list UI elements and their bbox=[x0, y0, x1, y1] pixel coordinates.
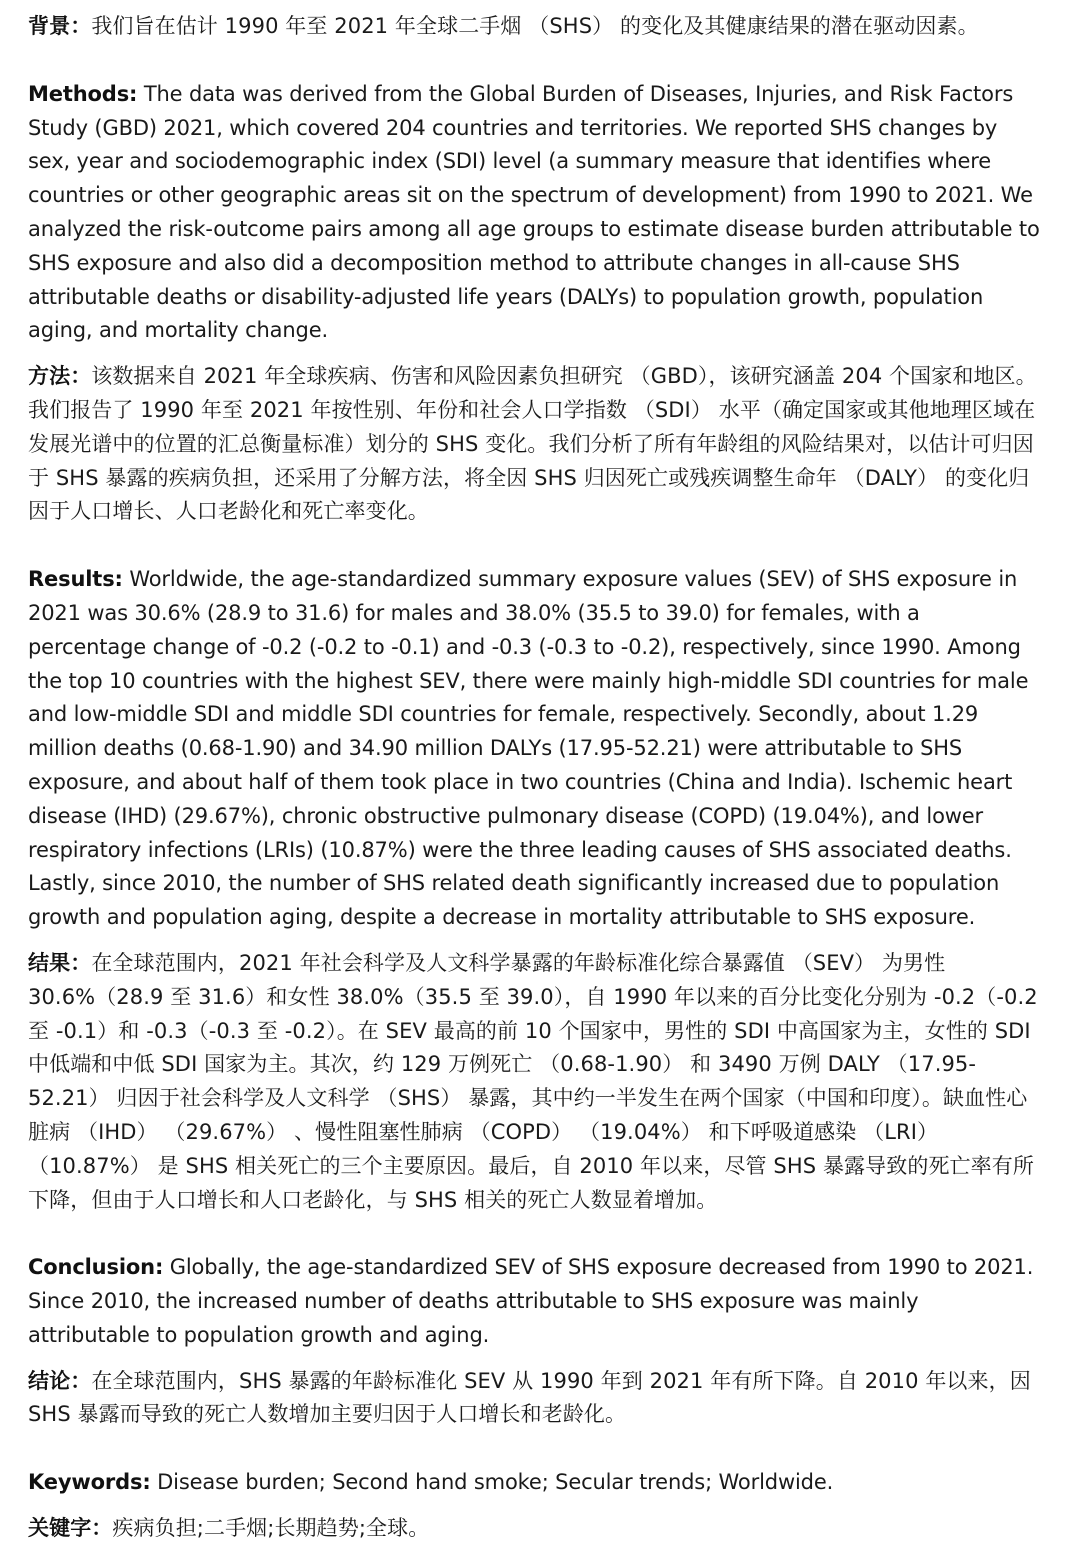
background-paragraph bbox=[28, 10, 1044, 44]
section-gap bbox=[28, 1432, 1044, 1466]
methods-en-label: Methods: bbox=[28, 81, 138, 106]
section-gap bbox=[28, 44, 1044, 78]
keywords-zh-text: 疾病负担;二手烟;长期趋势;全球。 bbox=[112, 1516, 430, 1541]
results-en-text: Worldwide, the age-standardized summary exposure values (SEV) of SHS exposure in 2021 was 30.6% (28.9 to 31.6) for males and 38.0% (35.5 to 39.0) for females, with a percentage change of -0.2 (-0.2 to -0.1) and -0.3 (-0.3 to -0.2), respectively, since 1990. Among the top 10 countries with the highest SEV, there were mainly high-middle SDI countries for male and low-middle SDI and middle SDI countries for female, respectively. Secondly, about 1.29 million deaths (0.68-1.90) and 34.90 million DALYs (17.95-52.21) were attributable to SHS exposure, and about half of them took place in two countries (China and India). Ischemic heart disease (IHD) (29.67%), chronic obstructive pulmonary disease (COPD) (19.04%), and lower respiratory infections (LRIs) (10.87%) were the three leading causes of SHS associated deaths. Lastly, since 2010, the number of SHS related death significantly increased due to population growth and population aging, despite a decrease in mortality attributable to SHS exposure. bbox=[28, 567, 1029, 930]
keywords-zh-paragraph bbox=[28, 1512, 1044, 1546]
paragraph-gap bbox=[28, 935, 1044, 947]
results-en-paragraph bbox=[28, 563, 1044, 935]
methods-en-paragraph bbox=[28, 78, 1044, 348]
conclusion-en-paragraph bbox=[28, 1251, 1044, 1352]
conclusion-en-text: Globally, the age-standardized SEV of SHS exposure decreased from 1990 to 2021. Since 2010, the increased number of deaths attributable to SHS exposure was mainly attributable to population growth and aging. bbox=[28, 1255, 1034, 1347]
background-text: 我们旨在估计 1990 年至 2021 年全球二手烟 （SHS） 的变化及其健康结果的潜在驱动因素。 bbox=[91, 14, 979, 38]
paragraph-gap bbox=[28, 1353, 1044, 1365]
methods-en-text: The data was derived from the Global Burden of Diseases, Injuries, and Risk Factors Study (GBD) 2021, which covered 204 countries and territories. We reported SHS changes by sex, year and sociodemographic index (SDI) level (a summary measure that identifies where countries or other geographic areas sit on the spectrum of development) from 1990 to 2021. We analyzed the risk-outcome pairs among all age groups to estimate disease burden attributable to SHS exposure and also did a decomposition method to attribute changes in all-cause SHS attributable deaths or disability-adjusted life years (DALYs) to population growth, population aging, and mortality change. bbox=[28, 81, 1040, 343]
keywords-en-text: Disease burden; Second hand smoke; Secular trends; Worldwide. bbox=[150, 1470, 834, 1495]
results-zh-text: 在全球范围内，2021 年社会科学及人文科学暴露的年龄标准化综合暴露值 （SEV） 为男性 30.6%（28.9 至 31.6）和女性 38.0%（35.5 至 39.0），自 1990 年以来的百分比变化分别为 -0.2（-0.2 至 -0.1）和 -0.3（-0.3 至 -0.2）。在 SEV 最高的前 10 个国家中，男性的 SDI 中高国家为主，女性的 SDI 中低端和中低 SDI 国家为主。其次，约 129 万例死亡 （0.68-1.90） 和 3490 万例 DALY （17.95-52.21） 归因于社会科学及人文科学 （SHS） 暴露，其中约一半发生在两个国家（中国和印度）。缺血性心脏病 （IHD） （29.67%） 、慢性阻塞性肺病 （COPD） （19.04%） 和下呼吸道感染 （LRI） （10.87%） 是 SHS 相关死亡的三个主要原因。最后，自 2010 年以来，尽管 SHS 暴露导致的死亡率有所下降，但由于人口增长和人口老龄化，与 SHS 相关的死亡人数显着增加。 bbox=[28, 950, 1038, 1212]
keywords-en-paragraph bbox=[28, 1466, 1044, 1500]
conclusion-zh-label: 结论： bbox=[28, 1368, 92, 1393]
section-gap bbox=[28, 1217, 1044, 1251]
section-gap bbox=[28, 529, 1044, 563]
results-zh-paragraph bbox=[28, 947, 1044, 1217]
methods-zh-label: 方法： bbox=[28, 364, 92, 389]
background-label: 背景： bbox=[28, 14, 92, 38]
results-en-label: Results: bbox=[28, 567, 123, 592]
abstract-document bbox=[28, 10, 1044, 1546]
conclusion-zh-text: 在全球范围内，SHS 暴露的年龄标准化 SEV 从 1990 年到 2021 年有所下降。自 2010 年以来，因 SHS 暴露而导致的死亡人数增加主要归因于人口增长和老龄化。 bbox=[28, 1368, 1031, 1427]
methods-zh-text: 该数据来自 2021 年全球疾病、伤害和风险因素负担研究 （GBD），该研究涵盖 204 个国家和地区。我们报告了 1990 年至 2021 年按性别、年份和社会人口学指数 （SDI） 水平（确定国家或其他地理区域在发展光谱中的位置的汇总衡量标准）划分的 SHS 变化。我们分析了所有年龄组的风险结果对，以估计可归因于 SHS 暴露的疾病负担，还采用了分解方法，将全因 SHS 归因死亡或残疾调整生命年 （DALY） 的变化归因于人口增长、人口老龄化和死亡率变化。 bbox=[28, 364, 1037, 524]
paragraph-gap bbox=[28, 348, 1044, 360]
results-zh-label: 结果： bbox=[28, 950, 92, 975]
conclusion-zh-paragraph bbox=[28, 1365, 1044, 1433]
keywords-zh-label: 关键字： bbox=[28, 1516, 113, 1541]
paragraph-gap bbox=[28, 1500, 1044, 1512]
conclusion-en-label: Conclusion: bbox=[28, 1255, 164, 1280]
keywords-en-label: Keywords: bbox=[28, 1470, 151, 1495]
methods-zh-paragraph bbox=[28, 360, 1044, 529]
